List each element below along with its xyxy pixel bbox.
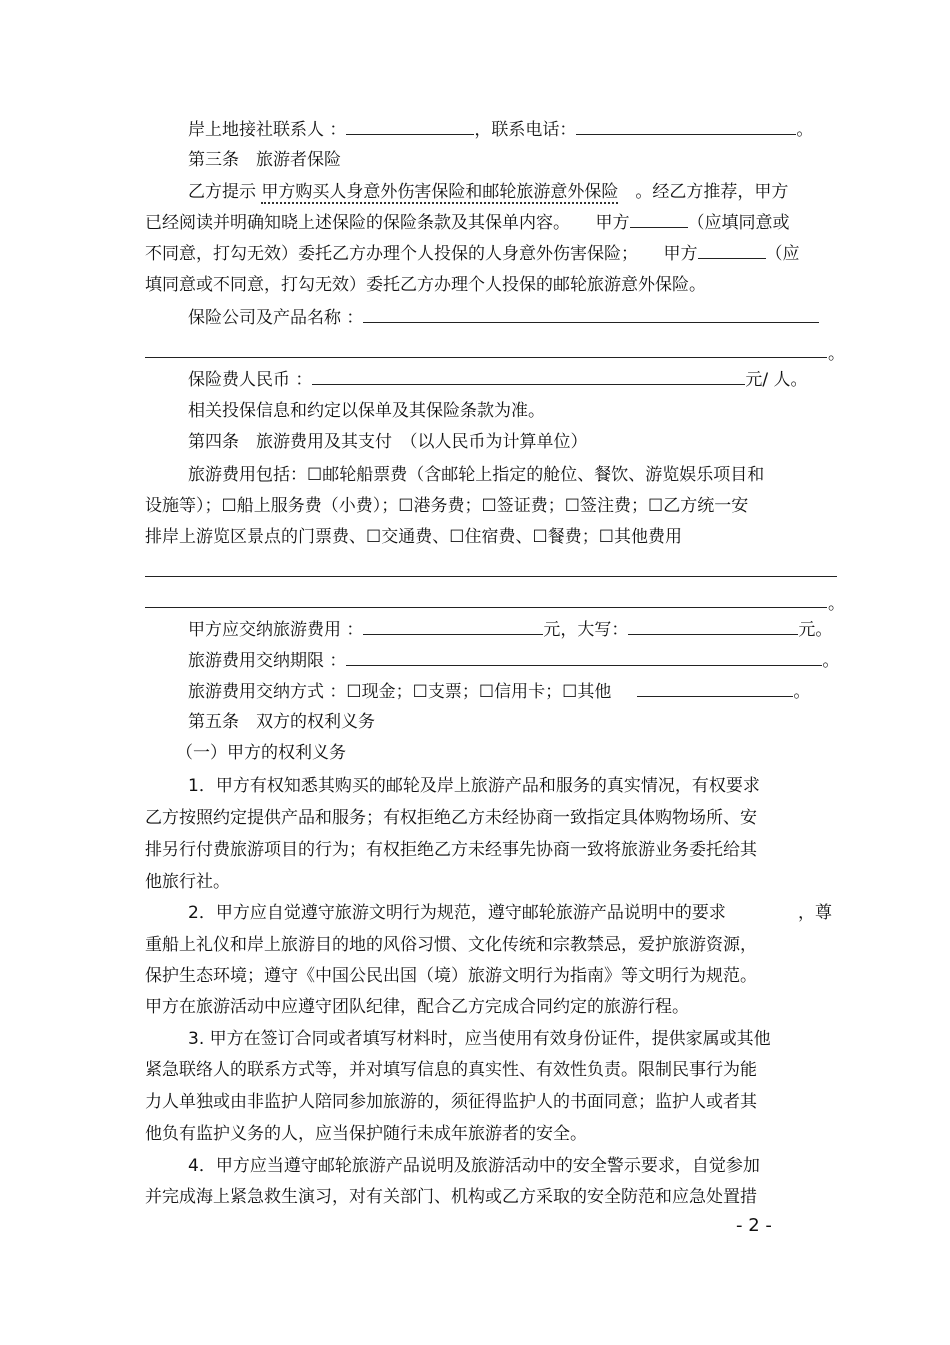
article5-sub1: （一）甲方的权利义务 [176, 743, 346, 763]
article3-title: 第三条 旅游者保险 [188, 150, 341, 170]
premium-label: 保险费人民币 ： [188, 370, 313, 390]
contact-line: 岸上地接社联系人 ： ，联系电话： 。 [188, 120, 814, 140]
item1-line3: 排另行付费旅游项目的行为；有权拒绝乙方未经事先协商一致将旅游业务委托给其 [145, 840, 757, 860]
method-other-blank[interactable] [637, 680, 793, 697]
contact-phone-label: ，联系电话： [474, 120, 577, 140]
insurer-blank-cont[interactable] [145, 357, 827, 358]
deadline-blank[interactable] [346, 649, 822, 666]
item2-line1-end: ，尊 [798, 903, 832, 923]
payable-line: 甲方应交纳旅游费用 ： 元，大写： 元。 [188, 620, 833, 640]
insurer-blank[interactable] [363, 306, 819, 323]
payable-amount-blank[interactable] [363, 618, 543, 635]
insurance-note: 相关投保信息和约定以保单及其保险条款为准。 [188, 401, 545, 421]
item4-line2: 并完成海上紧急救生演习，对有关部门、机构或乙方采取的安全防范和应急处置措 [145, 1187, 757, 1207]
item2-line3: 保护生态环境；遵守《中国公民出国（境）旅游文明行为指南》等文明行为规范。 [145, 966, 757, 986]
other-fees-blank-1[interactable] [145, 576, 837, 577]
article5-title: 第五条 双方的权利义务 [188, 712, 375, 732]
article4-title: 第四条 旅游费用及其支付 （以人民币为计算单位） [188, 432, 588, 452]
consent-blank-2[interactable] [698, 242, 766, 259]
contact-name-blank[interactable] [346, 118, 474, 135]
deadline-line: 旅游费用交纳期限 ： 。 [188, 651, 840, 671]
article3-para-line4: 填同意或不同意，打勾无效）委托乙方办理个人投保的邮轮旅游意外保险。 [145, 275, 706, 295]
item2-line2: 重船上礼仪和岸上旅游目的地的风俗习惯、文化传统和宗教禁忌，爱护旅游资源， [145, 935, 757, 955]
insurer-line [188, 306, 819, 330]
article3-para-line1: 乙方提示 甲方购买人身意外伤害保险和邮轮旅游意外保险 。经乙方推荐，甲方 [188, 182, 789, 202]
item3-line3: 力人单独或由非监护人陪同参加旅游的，须征得监护人的书面同意；监护人或者其 [145, 1092, 757, 1112]
article3-para-line2: 已经阅读并明确知晓上述保险的保险条款及其保单内容。 甲方 （应填同意或 [145, 213, 790, 233]
item3-line2: 紧急联络人的联系方式等，并对填写信息的真实性、有效性负责。限制民事行为能 [145, 1060, 757, 1080]
article3-para-line3: 不同意，打勾无效）委托乙方办理个人投保的人身意外伤害保险； 甲方 （应 [145, 244, 800, 264]
fee-includes-line1: 旅游费用包括：☐邮轮船票费（含邮轮上指定的舱位、餐饮、游览娱乐项目和 [188, 465, 765, 485]
consent-blank-1[interactable] [630, 211, 688, 228]
item2-line1: 2．甲方应自觉遵守旅游文明行为规范，遵守邮轮旅游产品说明中的要求 [188, 903, 726, 923]
payable-uppercase-blank[interactable] [628, 618, 798, 635]
item1-line2: 乙方按照约定提供产品和服务；有权拒绝乙方未经协商一致指定具体购物场所、安 [145, 808, 757, 828]
insurer-label: 保险公司及产品名称 ： [188, 308, 364, 328]
other-fees-blank-2[interactable] [145, 607, 827, 608]
payable-label: 甲方应交纳旅游费用 ： [188, 620, 364, 640]
fee-includes-line3: 排岸上游览区景点的门票费、☐交通费、☐住宿费、☐餐费；☐其他费用 [145, 527, 682, 547]
deadline-label: 旅游费用交纳期限 ： [188, 651, 347, 671]
method-label: 旅游费用交纳方式 ：☐现金；☐支票；☐信用卡；☐其他 [188, 682, 612, 702]
item3-line1: 3. 甲方在签订合同或者填写材料时，应当使用有效身份证件，提供家属或其他 [188, 1029, 771, 1049]
method-line: 旅游费用交纳方式 ：☐现金；☐支票；☐信用卡；☐其他 。 [188, 682, 811, 702]
item1-line4: 他旅行社。 [145, 872, 230, 892]
item2-line4: 甲方在旅游活动中应遵守团队纪律，配合乙方完成合同约定的旅游行程。 [145, 997, 689, 1017]
premium-line: 保险费人民币 ： 元/ 人。 [188, 370, 808, 390]
item1-line1: 1．甲方有权知悉其购买的邮轮及岸上旅游产品和服务的真实情况，有权要求 [188, 776, 760, 796]
page-number: - 2 - [736, 1215, 772, 1236]
item4-line1: 4．甲方应当遵守邮轮旅游产品说明及旅游活动中的安全警示要求，自觉参加 [188, 1156, 760, 1176]
fee-includes-line2: 设施等）；☐船上服务费（小费）；☐港务费；☐签证费；☐签注费；☐乙方统一安 [145, 496, 749, 516]
item3-line4: 他负有监护义务的人，应当保护随行未成年旅游者的安全。 [145, 1124, 587, 1144]
insurance-dotted-text: 甲方购买人身意外伤害保险和邮轮旅游意外保险 [261, 182, 619, 202]
contact-label: 岸上地接社联系人 ： [188, 120, 347, 140]
contact-phone-blank[interactable] [576, 118, 796, 135]
premium-blank[interactable] [312, 368, 745, 385]
